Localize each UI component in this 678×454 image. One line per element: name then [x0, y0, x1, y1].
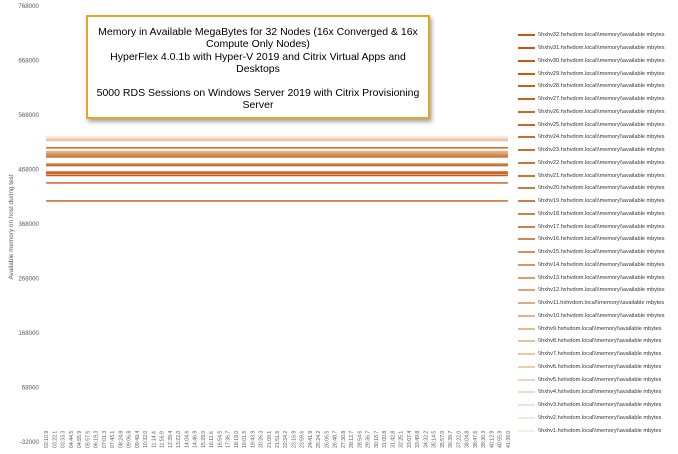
legend-swatch	[518, 111, 535, 113]
legend-item	[518, 284, 678, 297]
legend-label: \\hxhv15.hxhvdom.local\\memory\\available mbytes	[538, 249, 665, 256]
legend-label: \\hxhv20.hxhvdom.local\\memory\\available mbytes	[538, 185, 665, 192]
x-tick-label: 26:06.5	[324, 430, 331, 448]
x-tick-label: 16:11.6	[209, 431, 216, 448]
legend-swatch	[518, 391, 535, 393]
legend-label: \\hxhv14.hxhvdom.local\\memory\\available mbytes	[538, 261, 665, 268]
legend-label: \\hxhv23.hxhvdom.local\\memory\\available mbytes	[538, 147, 665, 154]
legend-swatch	[518, 417, 535, 419]
x-tick-label: 05:57.5	[85, 430, 92, 448]
x-tick-labels	[44, 431, 512, 448]
chart-title-line-1: Memory in Available MegaBytes for 32 Nodes (16x Converged & 16x	[98, 26, 418, 38]
legend-swatch	[518, 404, 535, 406]
legend-label: \\hxhv8.hxhvdom.local\\memory\\available mbytes	[538, 338, 662, 345]
legend-item	[518, 131, 678, 144]
x-tick-label: 34:32.2	[423, 430, 430, 448]
legend-label: \\hxhv30.hxhvdom.local\\memory\\available mbytes	[538, 57, 665, 64]
legend-item	[518, 412, 678, 425]
legend-item	[518, 322, 678, 335]
legend-swatch	[518, 289, 535, 291]
legend-label: \\hxhv17.hxhvdom.local\\memory\\available mbytes	[538, 223, 665, 230]
legend-item	[518, 246, 678, 259]
x-tick-label: 02:10.9	[44, 430, 51, 448]
chart-title-box	[86, 15, 430, 119]
x-tick-label: 11:14.4	[151, 431, 158, 448]
legend-swatch	[518, 379, 535, 381]
legend-label: \\hxhv26.hxhvdom.local\\memory\\available mbytes	[538, 108, 665, 115]
x-tick-label: 12:39.4	[167, 430, 174, 448]
legend-item	[518, 373, 678, 386]
legend-swatch	[518, 277, 535, 279]
legend-label: \\hxhv29.hxhvdom.local\\memory\\available mbytes	[538, 70, 665, 77]
legend	[518, 29, 678, 437]
y-tick-label: 668000	[18, 57, 39, 65]
x-tick-label: 18:19.0	[233, 430, 240, 448]
x-tick-label: 35:57.0	[439, 430, 446, 448]
legend-label: \\hxhv3.hxhvdom.local\\memory\\available mbytes	[538, 402, 662, 409]
legend-item	[518, 233, 678, 246]
x-tick-label: 14:04.6	[184, 430, 191, 448]
y-tick-label: 568000	[18, 112, 39, 119]
legend-swatch	[518, 200, 535, 202]
chart-title-line-2: Compute Only Nodes)	[206, 38, 310, 51]
legend-swatch	[518, 149, 535, 151]
legend-swatch	[518, 315, 535, 317]
legend-swatch	[518, 302, 535, 304]
x-tick-label: 36:39.7	[448, 430, 455, 448]
x-tick-label: 20:26.3	[258, 430, 265, 448]
legend-item	[518, 195, 678, 208]
x-tick-label: 19:43.9	[250, 430, 257, 448]
chart-title-line-6: 5000 RDS Sessions on Windows Server 2019 with Citrix Provisioning	[96, 86, 420, 99]
x-tick-label: 08:24.8	[118, 430, 125, 448]
x-tick-label: 31:42.8	[390, 430, 397, 448]
y-tick-label: -32000	[19, 439, 39, 446]
legend-label: \\hxhv10.hxhvdom.local\\memory\\available mbytes	[538, 312, 665, 319]
legend-label: \\hxhv31.hxhvdom.local\\memory\\available mbytes	[538, 45, 665, 52]
legend-label: \\hxhv21.hxhvdom.local\\memory\\available mbytes	[538, 172, 665, 179]
legend-item	[518, 361, 678, 374]
series-lines	[46, 136, 508, 201]
legend-swatch	[518, 187, 535, 189]
legend-item	[518, 67, 678, 80]
legend-label: \\hxhv28.hxhvdom.local\\memory\\available mbytes	[538, 83, 665, 90]
legend-swatch	[518, 85, 535, 87]
x-tick-label: 22:34.2	[283, 430, 290, 448]
legend-item	[518, 348, 678, 361]
y-axis-title: Available memory on host during test	[8, 174, 15, 280]
legend-label: \\hxhv24.hxhvdom.local\\memory\\available mbytes	[538, 134, 665, 141]
x-tick-label: 04:55.9	[77, 430, 84, 448]
x-tick-label: 07:01.3	[101, 430, 108, 448]
legend-label: \\hxhv19.hxhvdom.local\\memory\\available mbytes	[538, 198, 665, 205]
legend-swatch	[518, 98, 535, 100]
x-tick-label: 40:55.9	[497, 430, 504, 448]
legend-label: \\hxhv11.hxhvdom.local\\memory\\available mbytes	[538, 300, 665, 307]
legend-label: \\hxhv13.hxhvdom.local\\memory\\available mbytes	[538, 274, 665, 281]
x-tick-label: 38:47.6	[472, 430, 479, 448]
legend-item	[518, 182, 678, 195]
chart-title-line-3: HyperFlex 4.0.1b with Hyper-V 2019 and Citrix Virtual Apps and	[110, 50, 406, 63]
legend-swatch	[518, 124, 535, 126]
x-tick-label: 04:44.5	[68, 430, 75, 448]
x-tick-label: 28:12.7	[349, 430, 356, 448]
x-tick-label: 13:22.0	[176, 430, 183, 448]
legend-label: \\hxhv27.hxhvdom.local\\memory\\available mbytes	[538, 96, 665, 103]
legend-item	[518, 29, 678, 42]
chart-title-line-4: Desktops	[236, 63, 280, 76]
legend-item	[518, 297, 678, 310]
x-tick-label: 21:51.6	[275, 430, 281, 448]
legend-label: \\hxhv4.hxhvdom.local\\memory\\available mbytes	[538, 389, 662, 396]
legend-swatch	[518, 226, 535, 228]
x-tick-label: 31:00.8	[382, 430, 389, 448]
legend-swatch	[518, 162, 535, 164]
legend-label: \\hxhv16.hxhvdom.local\\memory\\available mbytes	[538, 236, 665, 243]
legend-swatch	[518, 213, 535, 215]
x-tick-label: 06:19.3	[93, 430, 100, 448]
legend-label: \\hxhv5.hxhvdom.local\\memory\\available mbytes	[538, 376, 662, 383]
x-tick-label: 37:22.0	[456, 430, 463, 448]
legend-swatch	[518, 328, 535, 330]
legend-item	[518, 106, 678, 119]
legend-item	[518, 157, 678, 170]
legend-swatch	[518, 60, 535, 62]
legend-item	[518, 208, 678, 221]
x-tick-label: 07:43.1	[110, 430, 117, 448]
x-tick-label: 40:12.9	[489, 430, 496, 448]
legend-label: \\hxhv18.hxhvdom.local\\memory\\available mbytes	[538, 210, 665, 217]
x-tick-label: 15:29.0	[200, 430, 207, 448]
legend-label: \\hxhv9.hxhvdom.local\\memory\\available mbytes	[538, 325, 662, 332]
x-tick-label: 17:36.7	[225, 430, 232, 448]
legend-item	[518, 386, 678, 399]
legend-label: \\hxhv32.hxhvdom.local\\memory\\available mbytes	[538, 32, 665, 39]
legend-item	[518, 335, 678, 348]
legend-label: \\hxhv2.hxhvdom.local\\memory\\available mbytes	[538, 414, 662, 421]
legend-item	[518, 271, 678, 284]
x-tick-label: 09:06.8	[126, 430, 133, 448]
legend-item	[518, 42, 678, 55]
x-tick-label: 03:22.1	[52, 430, 59, 448]
x-tick-label: 03:33.3	[60, 430, 67, 448]
x-tick-label: 14:46.9	[192, 430, 199, 448]
y-tick-label: 368000	[18, 221, 39, 228]
legend-label: \\hxhv25.hxhvdom.local\\memory\\available mbytes	[538, 121, 665, 128]
x-tick-label: 16:54.5	[217, 430, 224, 448]
legend-swatch	[518, 264, 535, 266]
legend-swatch	[518, 47, 535, 49]
y-tick-label: 168000	[18, 330, 39, 337]
legend-swatch	[518, 136, 535, 138]
x-tick-label: 28:54.6	[357, 430, 364, 448]
x-tick-label: 41:39.0	[505, 430, 512, 448]
y-tick-label: 468000	[18, 166, 39, 174]
legend-item	[518, 399, 678, 412]
legend-label: \\hxhv12.hxhvdom.local\\memory\\available mbytes	[538, 287, 665, 294]
x-tick-label: 23:59.6	[299, 430, 306, 448]
legend-swatch	[518, 175, 535, 177]
x-tick-label: 33:49.8	[415, 430, 422, 448]
legend-item	[518, 80, 678, 93]
x-tick-label: 09:49.4	[134, 430, 141, 448]
x-tick-label: 35:14.5	[431, 430, 438, 448]
y-tick-label: 768000	[18, 3, 39, 10]
x-tick-label: 25:24.2	[316, 430, 323, 448]
legend-swatch	[518, 340, 535, 342]
x-tick-label: 27:30.8	[340, 430, 347, 448]
x-tick-label: 21:09.1	[266, 430, 273, 448]
legend-item	[518, 259, 678, 272]
x-tick-label: 19:01.5	[242, 430, 249, 448]
legend-label: \\hxhv6.hxhvdom.local\\memory\\available mbytes	[538, 363, 662, 370]
x-tick-label: 39:30.3	[481, 430, 488, 448]
legend-swatch	[518, 251, 535, 253]
legend-label: \\hxhv1.hxhvdom.local\\memory\\available mbytes	[538, 427, 662, 434]
legend-item	[518, 118, 678, 131]
x-tick-label: 23:16.9	[291, 430, 298, 448]
x-tick-label: 24:41.9	[307, 430, 314, 448]
x-tick-label: 38:04.8	[464, 430, 471, 448]
chart-title-spacer	[94, 76, 422, 87]
legend-swatch	[518, 366, 535, 368]
x-tick-label: 10:32.0	[143, 430, 150, 448]
legend-item	[518, 55, 678, 68]
x-tick-label: 30:18.7	[373, 430, 380, 448]
y-tick-label: 268000	[18, 275, 39, 283]
legend-swatch	[518, 73, 535, 75]
legend-item	[518, 93, 678, 106]
x-tick-label: 11:56.9	[159, 431, 166, 448]
legend-label: \\hxhv7.hxhvdom.local\\memory\\available mbytes	[538, 351, 662, 358]
legend-swatch	[518, 34, 535, 36]
x-tick-label: 33:07.4	[406, 430, 413, 448]
legend-swatch	[518, 238, 535, 240]
legend-item	[518, 144, 678, 157]
legend-swatch	[518, 430, 535, 432]
x-tick-label: 29:36.7	[365, 430, 372, 448]
legend-item	[518, 169, 678, 182]
legend-label: \\hxhv22.hxhvdom.local\\memory\\available mbytes	[538, 159, 665, 166]
x-tick-label: 32:25.1	[398, 430, 405, 448]
y-tick-labels	[18, 3, 39, 446]
chart-title-line-7: Server	[242, 99, 274, 112]
legend-item	[518, 310, 678, 323]
x-tick-label: 26:48.7	[332, 430, 339, 448]
legend-swatch	[518, 353, 535, 355]
legend-item	[518, 220, 678, 233]
legend-item	[518, 424, 678, 437]
y-tick-label: 68000	[21, 384, 39, 392]
